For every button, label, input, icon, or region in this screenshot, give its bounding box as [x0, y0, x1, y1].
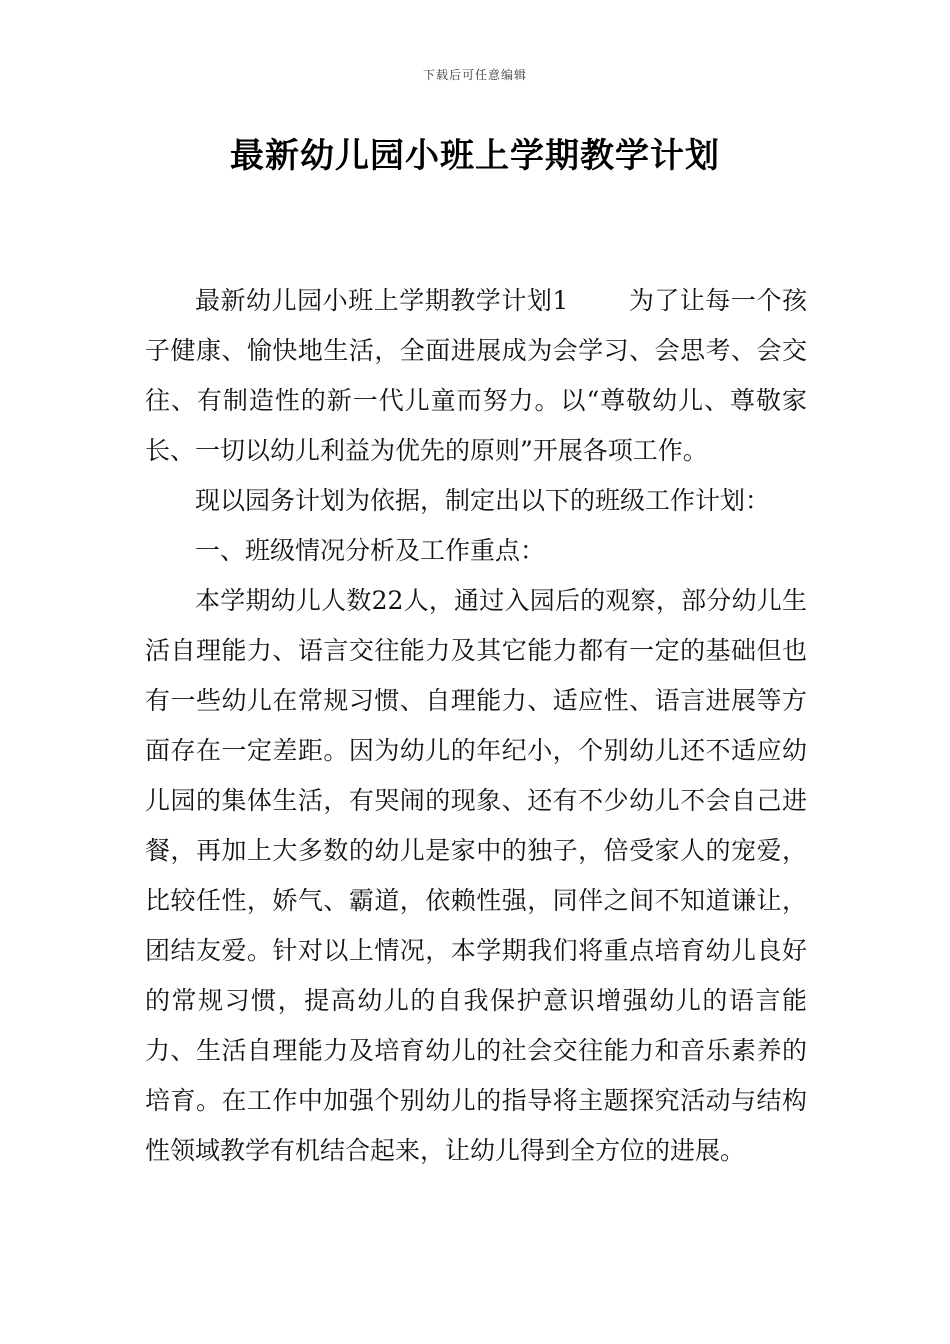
- paragraph: 现以园务计划为依据，制定出以下的班级工作计划：: [195, 486, 771, 515]
- header-note: 下载后可任意编辑: [422, 68, 527, 82]
- intro-heading: 最新幼儿园小班上学期教学计划1: [195, 286, 569, 315]
- intro-text: 为了让每一个孩子健康、愉快地生活，全面进展成为会学习、会思考、会交往、有制造性的新一代儿童而努力。以“尊敬幼儿、尊敬家长、一切以幼儿利益为优先的原则”开展各项工作。: [145, 286, 807, 465]
- paragraph-intro: [145, 276, 807, 476]
- document-body: [145, 276, 807, 1176]
- section-heading: 一、班级情况分析及工作重点：: [195, 536, 546, 565]
- paragraph: 本学期幼儿人数22人，通过入园后的观察，部分幼儿生活自理能力、语言交往能力及其它能力都有一定的基础但也有一些幼儿在常规习惯、自理能力、适应性、语言进展等方面存在一定差距。因为幼儿的年纪小，个别幼儿还不适应幼儿园的集体生活，有哭闹的现象、还有不少幼儿不会自己进餐，再加上大多数的幼儿是家中的独子，倍受家人的宠爱，比较任性，娇气、霸道，依赖性强，同伴之间不知道谦让，团结友爱。针对以上情况，本学期我们将重点培育幼儿良好的常规习惯，提高幼儿的自我保护意识增强幼儿的语言能力、生活自理能力及培育幼儿的社会交往能力和音乐素养的培育。在工作中加强个别幼儿的指导将主题探究活动与结构性领域教学有机结合起来，让幼儿得到全方位的进展。: [145, 586, 807, 1165]
- document-title: 最新幼儿园小班上学期教学计划: [230, 136, 720, 176]
